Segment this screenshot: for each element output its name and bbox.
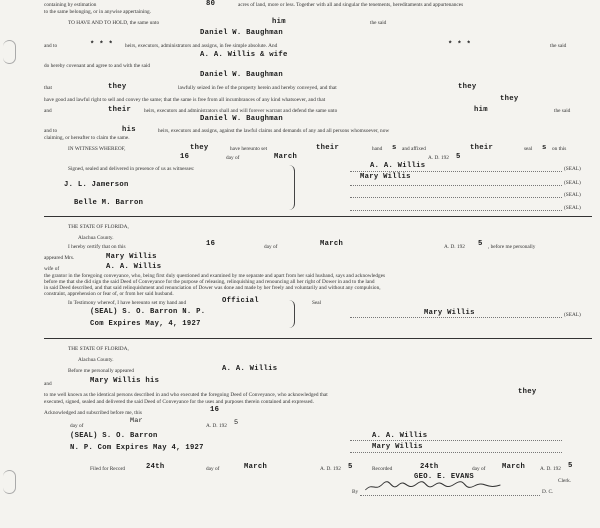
typed-word: their — [470, 144, 494, 152]
signature-line — [350, 197, 562, 198]
text-line: TO HAVE AND TO HOLD, the same unto — [68, 20, 160, 26]
binder-margin — [0, 0, 28, 528]
section-divider — [44, 338, 592, 339]
text-line: the grantor in the foregoing conveyance, who, being first duly questioned and examined by me separate and apart from her said husband, says and acknowledges — [44, 273, 386, 279]
typed-pronoun: him — [272, 18, 286, 26]
text-line: executed, signed, sealed and delivered the said Deed of Conveyance for the uses and purposes therein contained and expressed. — [44, 399, 314, 405]
typed-clerk-name: GEO. E. EVANS — [414, 473, 474, 481]
text-line: A. D. 192 — [206, 423, 227, 429]
text-line: day of — [226, 155, 240, 161]
typed-person: A. A. Willis — [222, 365, 278, 373]
typed-word: they — [500, 95, 519, 103]
text-line: that — [44, 85, 52, 91]
text-line: the said — [550, 43, 567, 49]
seal-label: (SEAL) — [564, 166, 581, 172]
typed-signer: A. A. Willis — [372, 432, 428, 440]
signature-line — [350, 185, 562, 186]
text-line: Signed, sealed and delivered in presence of us as witnesses: — [68, 166, 195, 172]
binder-hole-icon — [3, 40, 16, 64]
text-line: I hereby certify that on this — [68, 244, 126, 250]
typed-witness: Belle M. Barron — [74, 199, 144, 207]
signature-line — [350, 317, 562, 318]
typed-witness: J. L. Jamerson — [64, 181, 129, 189]
signature-line — [350, 210, 562, 211]
text-line: containing by estimation — [44, 2, 97, 8]
typed-signer: Mary Willis — [372, 443, 423, 451]
typed-signer: A. A. Willis — [370, 162, 426, 170]
typed-day: 24th — [146, 463, 165, 471]
typed-month: March — [502, 463, 526, 471]
text-line: seal — [524, 146, 533, 152]
brace — [286, 165, 295, 210]
typed-year: 5 — [568, 462, 573, 470]
text-line: heirs, executors and administrators shall and will forever warrant and defend the same unto — [144, 108, 338, 114]
text-line: lawfully seized in fee of the property herein and hereby conveyed, and that — [178, 85, 337, 91]
typed-notary: (SEAL) S. O. Barron — [70, 432, 158, 440]
typed-grantee-name: Daniel W. Baughman — [200, 29, 284, 37]
text-line: and to — [44, 43, 58, 49]
typed-word: they — [458, 83, 477, 91]
typed-year: 5 — [478, 240, 483, 248]
typed-wife-name: Mary Willis — [106, 253, 157, 261]
typed-month: Mar — [130, 417, 143, 425]
typed-notary: N. P. Com Expires May 4, 1927 — [70, 444, 204, 452]
text-line: Recorded — [372, 466, 393, 472]
text-line: in said Deed described, and that said relinquishment and renunciation of Dower was done and made by her freely and voluntarily and without any compulsion, — [44, 285, 381, 291]
typed-acres: 80 — [206, 0, 216, 8]
typed-mark: * * * — [90, 41, 114, 49]
text-line: Acknowledged and subscribed before me, this — [44, 410, 142, 416]
text-line: and — [44, 108, 52, 114]
text-line: A. D. 192 — [444, 244, 465, 250]
deed-document — [30, 0, 594, 528]
state-heading: THE STATE OF FLORIDA, — [68, 224, 129, 230]
text-line: to me well known as the identical persons described in and who executed the foregoing Deed of Conveyance, who acknowledged that — [44, 392, 328, 398]
seal-label: (SEAL) — [564, 180, 581, 186]
text-line: D. C. — [542, 489, 554, 495]
text-line: constraint, apprehension or fear of, or from her said husband. — [44, 291, 174, 297]
typed-word: they — [518, 388, 537, 396]
typed-grantee-name: Daniel W. Baughman — [200, 71, 284, 79]
typed-word: they — [108, 83, 127, 91]
text-line: and affixed — [402, 146, 426, 152]
typed-month: March — [274, 153, 298, 161]
typed-signer: Mary Willis — [424, 309, 475, 317]
brace — [286, 300, 295, 328]
typed-grantors: A. A. Willis & wife — [200, 51, 288, 59]
text-line: and to — [44, 128, 58, 134]
text-line: heirs, executors, administrators and assigns, in fee simple absolute. And — [125, 43, 278, 49]
text-line: By — [352, 489, 359, 495]
text-line: have good and lawful right to sell and convey the same; that the same is free from all incumbrances of any kind whatsoever, and that — [44, 97, 326, 103]
text-line: before me that she did sign the said Deed of Conveyance for the purpose of releasing, relinquishing and renouncing all her right of Dower in and to the land — [44, 279, 375, 285]
text-line: claiming, or hereafter to claim the same. — [44, 135, 130, 141]
text-line: Filed for Record — [90, 466, 126, 472]
county-heading: Alachua County. — [78, 235, 114, 241]
text-line: to the same belonging, or in anywise appertaining. — [44, 9, 151, 15]
text-line: acres of land, more or less. Together with all and singular the tenements, hereditaments and appurtenances — [238, 2, 464, 8]
text-line: Before me personally appeared — [68, 368, 135, 374]
typed-day: 16 — [206, 240, 216, 248]
text-line: appeared Mrs. — [44, 255, 75, 261]
text-line: wife of — [44, 266, 60, 272]
state-heading: THE STATE OF FLORIDA, — [68, 346, 129, 352]
text-line: the said — [554, 108, 571, 114]
typed-notary: Com Expires May, 4, 1927 — [90, 320, 201, 328]
seal-label: (SEAL) — [564, 192, 581, 198]
section-divider — [44, 216, 592, 217]
text-line: and — [44, 381, 52, 387]
typed-month: March — [244, 463, 268, 471]
typed-grantee-name: Daniel W. Baughman — [200, 115, 284, 123]
signature-line — [350, 452, 562, 453]
text-line: day of — [264, 244, 278, 250]
typed-word: Official — [222, 297, 259, 305]
seal-label: (SEAL) — [564, 205, 581, 211]
typed-day: 16 — [180, 153, 190, 161]
typed-word: s — [542, 144, 547, 152]
typed-word: his — [122, 126, 136, 134]
text-line: In Testimony whereof, I have hereunto set my hand and — [68, 300, 187, 306]
text-line: , before me personally — [488, 244, 536, 250]
typed-year: 5 — [234, 419, 239, 427]
typed-word: they — [190, 144, 209, 152]
typed-word: him — [474, 106, 488, 114]
text-line: Seal — [312, 300, 322, 306]
typed-word: their — [316, 144, 340, 152]
typed-day: 24th — [420, 463, 439, 471]
typed-person: Mary Willis his — [90, 377, 160, 385]
text-line: do hereby covenant and agree to and with the said — [44, 63, 151, 69]
typed-day: 16 — [210, 406, 220, 414]
typed-word: their — [108, 106, 132, 114]
binder-hole-icon — [3, 470, 16, 494]
typed-husband: A. A. Willis — [106, 263, 162, 271]
text-line: day of — [70, 423, 84, 429]
text-line: the said — [370, 20, 387, 26]
text-line: day of — [472, 466, 486, 472]
typed-word: s — [392, 144, 397, 152]
signature-line — [350, 440, 562, 441]
signature-line — [350, 171, 562, 172]
text-line: heirs, executors and assigns, against the lawful claims and demands of any and all persons whomsoever, now — [158, 128, 390, 134]
county-heading: Alachua County. — [78, 357, 114, 363]
text-line: have hereunto set — [230, 146, 268, 152]
text-line: A. D. 192 — [540, 466, 561, 472]
typed-mark: * * * — [448, 41, 472, 49]
text-line: day of — [206, 466, 220, 472]
text-line: hand — [372, 146, 383, 152]
typed-year: 5 — [456, 153, 461, 161]
typed-month: March — [320, 240, 344, 248]
seal-label: (SEAL) — [564, 312, 581, 318]
text-line: on this — [552, 146, 567, 152]
clerk-signature — [363, 480, 506, 494]
text-line: IN WITNESS WHEREOF, — [68, 146, 126, 152]
typed-signer: Mary Willis — [360, 173, 411, 181]
text-line: A. D. 192 — [428, 155, 449, 161]
typed-year: 5 — [348, 463, 353, 471]
text-line: Clerk. — [558, 478, 572, 484]
text-line: A. D. 192 — [320, 466, 341, 472]
typed-notary: (SEAL) S. O. Barron N. P. — [90, 308, 206, 316]
signature-line — [360, 495, 540, 496]
